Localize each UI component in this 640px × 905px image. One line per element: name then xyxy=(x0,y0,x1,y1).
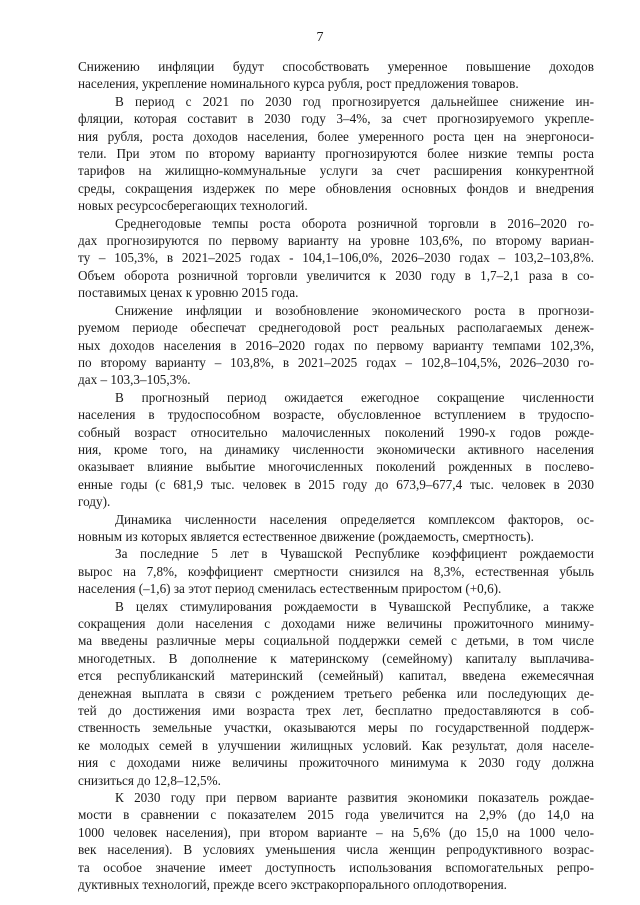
text-line: по второму варианту – 103,8%, в 2021–2025 годах – 102,8–104,5%, 2026–2030 го- xyxy=(78,354,594,370)
text-line: дах прогнозируются по первому варианту на уровне 103,6%, по второму вариан- xyxy=(78,233,594,249)
text-line: ке молодых семей в улучшении жилищных условий. Как результат, доля населе- xyxy=(78,737,594,753)
text-line: сокращения доли населения с доходами ниже величины прожиточного миниму- xyxy=(78,616,594,631)
text-line: ных доходов населения в 2016–2020 годах по первому варианту темпами 102,3%, xyxy=(78,337,594,353)
text-line: населения, укрепление номинального курса рубля, рост предложения товаров. xyxy=(78,76,519,92)
text-line: тели. При этом по второму варианту прогнозируются более низкие темпы роста xyxy=(78,146,594,162)
text-line: В целях стимулирования рождаемости в Чувашской Республике, а также xyxy=(115,598,594,614)
text-line: Снижение инфляции и возобновление экономического роста в прогнози- xyxy=(115,302,594,318)
document-body xyxy=(78,58,594,894)
text-line: фляции, которая составит в 2030 году 3–4%, за счет прогнозируемого укрепле- xyxy=(78,111,594,127)
text-line: тей до достижения ими возраста трех лет, бесплатно предоставляются в соб- xyxy=(78,703,594,719)
text-line: снизиться до 12,8–12,5%. xyxy=(78,772,221,788)
paragraph xyxy=(78,58,594,93)
paragraph xyxy=(78,389,594,511)
text-line: 1000 человек населения), при втором варианте – на 5,6% (до 15,0 на 1000 чело- xyxy=(78,824,594,840)
text-line: среды, сокращения издержек по мере обновления основных фондов и внедрения xyxy=(78,180,594,196)
text-line: ния с доходами ниже величины прожиточного минимума к 2030 году должна xyxy=(78,755,594,771)
text-line: поставимых ценах к уровню 2015 года. xyxy=(78,285,299,301)
text-line: К 2030 году при первом варианте развития экономики показатель рождае- xyxy=(115,790,594,806)
text-line: Среднегодовые темпы роста оборота розничной торговли в 2016–2020 го- xyxy=(115,215,594,231)
text-line: енные годы (с 681,9 тыс. человек в 2015 году до 673,9–677,4 тыс. человек в 2030 xyxy=(78,476,594,492)
text-line: ма введены различные меры социальной поддержки семей с детьми, в том числе xyxy=(78,633,594,649)
text-line: новых ресурсосберегающих технологий. xyxy=(78,198,308,214)
paragraph xyxy=(78,545,594,597)
text-line: ственность земельные участки, оказываются меры по государственной поддерж- xyxy=(78,720,594,736)
text-line: та особое значение имеет доступность использования вспомогательных репро- xyxy=(78,859,594,875)
text-line: Снижению инфляции будут способствовать умеренное повышение доходов xyxy=(78,59,594,74)
text-line: дах – 103,3–105,3%. xyxy=(78,372,191,388)
text-line: населения (–1,6) за этот период сменилась естественным приростом (+0,6). xyxy=(78,581,502,597)
text-line: ния рубля, роста доходов населения, более умеренного роста цен на энергоноси- xyxy=(78,128,594,144)
text-line: населения в трудоспособном возрасте, обусловленное вступлением в трудоспо- xyxy=(78,407,594,423)
paragraph xyxy=(78,302,594,389)
text-line: руемом периоде обеспечат среднегодовой рост реальных располагаемых денеж- xyxy=(78,320,594,336)
text-line: вырос на 7,8%, коэффициент смертности снизился на 8,3%, естественная убыль xyxy=(78,563,594,579)
paragraph xyxy=(78,598,594,789)
text-line: век населения). В условиях уменьшения числа женщин репродуктивного возрас- xyxy=(78,842,594,858)
paragraph xyxy=(78,93,594,215)
text-line: дуктивных технологий, прежде всего экстракорпорального оплодотворения. xyxy=(78,877,507,893)
page-number: 7 xyxy=(316,30,324,45)
text-line: ту – 105,3%, в 2021–2025 годах - 104,1–106,0%, 2026–2030 годах – 103,2–103,8%. xyxy=(78,250,594,266)
text-line: мости в сравнении с показателем 2015 года увеличится на 2,9% (до 14,0 на xyxy=(78,807,594,823)
text-line: тарифов на жилищно-коммунальные услуги за счет расширения конкурентной xyxy=(78,163,594,179)
text-line: оказывает влияние выбытие многочисленных поколений рожденных в послево- xyxy=(78,459,594,475)
text-line: году). xyxy=(78,494,111,510)
text-line: многодетных. В дополнение к материнскому (семейному) капиталу выплачива- xyxy=(78,650,594,666)
text-line: Объем оборота розничной торговли увеличится к 2030 году в 1,7–2,1 раза в со- xyxy=(78,267,594,283)
text-line: собный возраст относительно малочисленных поколений 1990-х годов рожде- xyxy=(78,424,594,440)
text-line: За последние 5 лет в Чувашской Республике коэффициент рождаемости xyxy=(115,546,594,562)
text-line: ния, кроме того, на динамику численности экономически активного населения xyxy=(78,441,594,457)
paragraph xyxy=(78,215,594,302)
text-line: ется республиканский материнский (семейный) капитал, введена ежемесячная xyxy=(78,668,594,684)
text-line: В период с 2021 по 2030 год прогнозируется дальнейшее снижение ин- xyxy=(115,93,594,109)
text-line: Динамика численности населения определяется комплексом факторов, ос- xyxy=(115,511,594,527)
text-line: новным из которых является естественное движение (рождаемость, смертность). xyxy=(78,528,534,544)
text-line: денежная выплата в связи с рождением третьего ребенка или последующих де- xyxy=(78,685,594,701)
paragraph xyxy=(78,789,594,893)
paragraph xyxy=(78,511,594,546)
text-line: В прогнозный период ожидается ежегодное сокращение численности xyxy=(115,389,594,405)
